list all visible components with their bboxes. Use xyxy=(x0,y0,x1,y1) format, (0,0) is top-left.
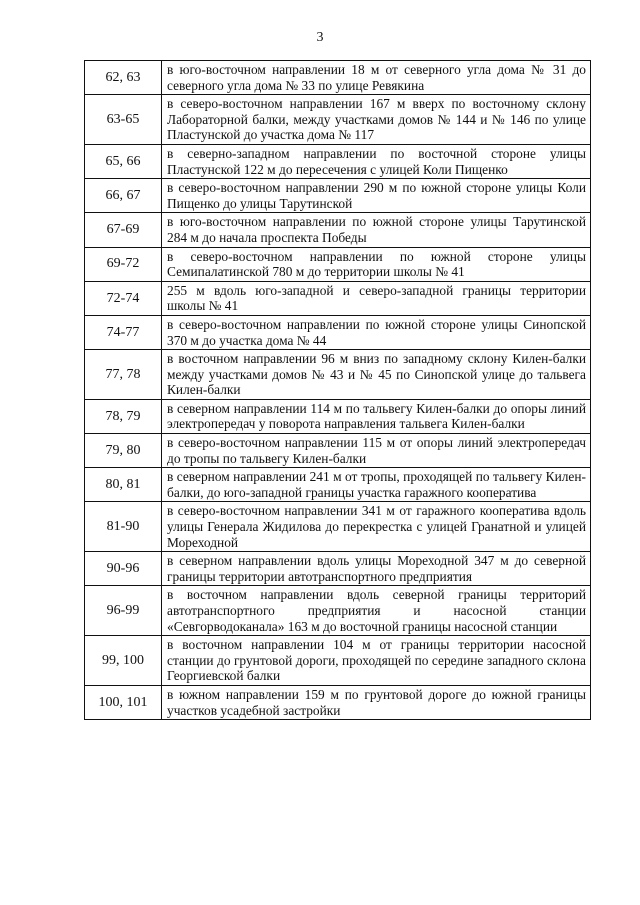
point-range-cell: 74-77 xyxy=(85,315,162,349)
point-range-cell: 77, 78 xyxy=(85,350,162,400)
boundary-table-body xyxy=(85,61,591,720)
table-row xyxy=(85,434,591,468)
point-range-cell: 79, 80 xyxy=(85,434,162,468)
table-row xyxy=(85,685,591,719)
table-row xyxy=(85,502,591,552)
table-row xyxy=(85,247,591,281)
point-range-cell: 69-72 xyxy=(85,247,162,281)
table-row xyxy=(85,468,591,502)
point-range-cell: 99, 100 xyxy=(85,636,162,686)
boundary-description-cell: в северо-восточном направлении 341 м от гаражного кооператива вдоль улицы Генерала Жидилова до перекрестка с улицей Гранатной и улицей Мореходной xyxy=(162,502,591,552)
table-row xyxy=(85,213,591,247)
point-range-cell: 81-90 xyxy=(85,502,162,552)
boundary-description-cell: в южном направлении 159 м по грунтовой дороге до южной границы участков усадебной застройки xyxy=(162,685,591,719)
table-row xyxy=(85,586,591,636)
point-range-cell: 62, 63 xyxy=(85,61,162,95)
point-range-cell: 80, 81 xyxy=(85,468,162,502)
point-range-cell: 96-99 xyxy=(85,586,162,636)
table-row xyxy=(85,636,591,686)
table-row xyxy=(85,552,591,586)
page-number: 3 xyxy=(316,30,324,45)
point-range-cell: 67-69 xyxy=(85,213,162,247)
point-range-cell: 63-65 xyxy=(85,95,162,145)
boundary-description-cell: в северном направлении 241 м от тропы, проходящей по тальвегу Килен-балки, до юго-западной границы участка гаражного кооператива xyxy=(162,468,591,502)
table-row xyxy=(85,61,591,95)
boundary-description-cell: в северо-восточном направлении по южной стороне улицы Синопской 370 м до участка дома № 44 xyxy=(162,315,591,349)
boundary-description-cell: в восточном направлении 104 м от границы территории насосной станции до грунтовой дороги, проходящей по середине западного склона Георгиевской балки xyxy=(162,636,591,686)
boundary-description-cell: в восточном направлении 96 м вниз по западному склону Килен-балки между участками домов № 43 и № 45 по Синопской улице до тальвега Килен-балки xyxy=(162,350,591,400)
table-row xyxy=(85,179,591,213)
boundary-description-cell: в северо-восточном направлении 290 м по южной стороне улицы Коли Пищенко до улицы Тарутинской xyxy=(162,179,591,213)
point-range-cell: 78, 79 xyxy=(85,399,162,433)
table-row xyxy=(85,399,591,433)
boundary-description-cell: в северо-восточном направлении по южной стороне улицы Семипалатинской 780 м до территории школы № 41 xyxy=(162,247,591,281)
boundary-table xyxy=(84,60,591,720)
table-row xyxy=(85,350,591,400)
point-range-cell: 72-74 xyxy=(85,281,162,315)
point-range-cell: 100, 101 xyxy=(85,685,162,719)
point-range-cell: 90-96 xyxy=(85,552,162,586)
boundary-description-cell: 255 м вдоль юго-западной и северо-западной границы территории школы № 41 xyxy=(162,281,591,315)
table-row xyxy=(85,281,591,315)
table-row xyxy=(85,315,591,349)
point-range-cell: 66, 67 xyxy=(85,179,162,213)
boundary-description-cell: в юго-восточном направлении 18 м от северного угла дома № 31 до северного угла дома № 33 по улице Ревякина xyxy=(162,61,591,95)
point-range-cell: 65, 66 xyxy=(85,144,162,178)
table-row xyxy=(85,144,591,178)
table-row xyxy=(85,95,591,145)
boundary-description-cell: в северно-западном направлении по восточной стороне улицы Пластунской 122 м до пересечения с улицей Коли Пищенко xyxy=(162,144,591,178)
boundary-description-cell: в северном направлении 114 м по тальвегу Килен-балки до опоры линий электропередач у поворота направления тальвега Килен-балки xyxy=(162,399,591,433)
boundary-description-cell: в юго-восточном направлении по южной стороне улицы Тарутинской 284 м до начала проспекта Победы xyxy=(162,213,591,247)
boundary-description-cell: в северо-восточном направлении 167 м вверх по восточному склону Лабораторной балки, между участками домов № 144 и № 146 по улице Пластунской до участка дома № 117 xyxy=(162,95,591,145)
boundary-description-cell: в северо-восточном направлении 115 м от опоры линий электропередач до тропы по тальвегу Килен-балки xyxy=(162,434,591,468)
boundary-description-cell: в восточном направлении вдоль северной границы территорий автотранспортного предприятия и насосной станции «Севгорводоканала» 163 м до восточной границы насосной станции xyxy=(162,586,591,636)
boundary-description-cell: в северном направлении вдоль улицы Мореходной 347 м до северной границы территории автотранспортного предприятия xyxy=(162,552,591,586)
